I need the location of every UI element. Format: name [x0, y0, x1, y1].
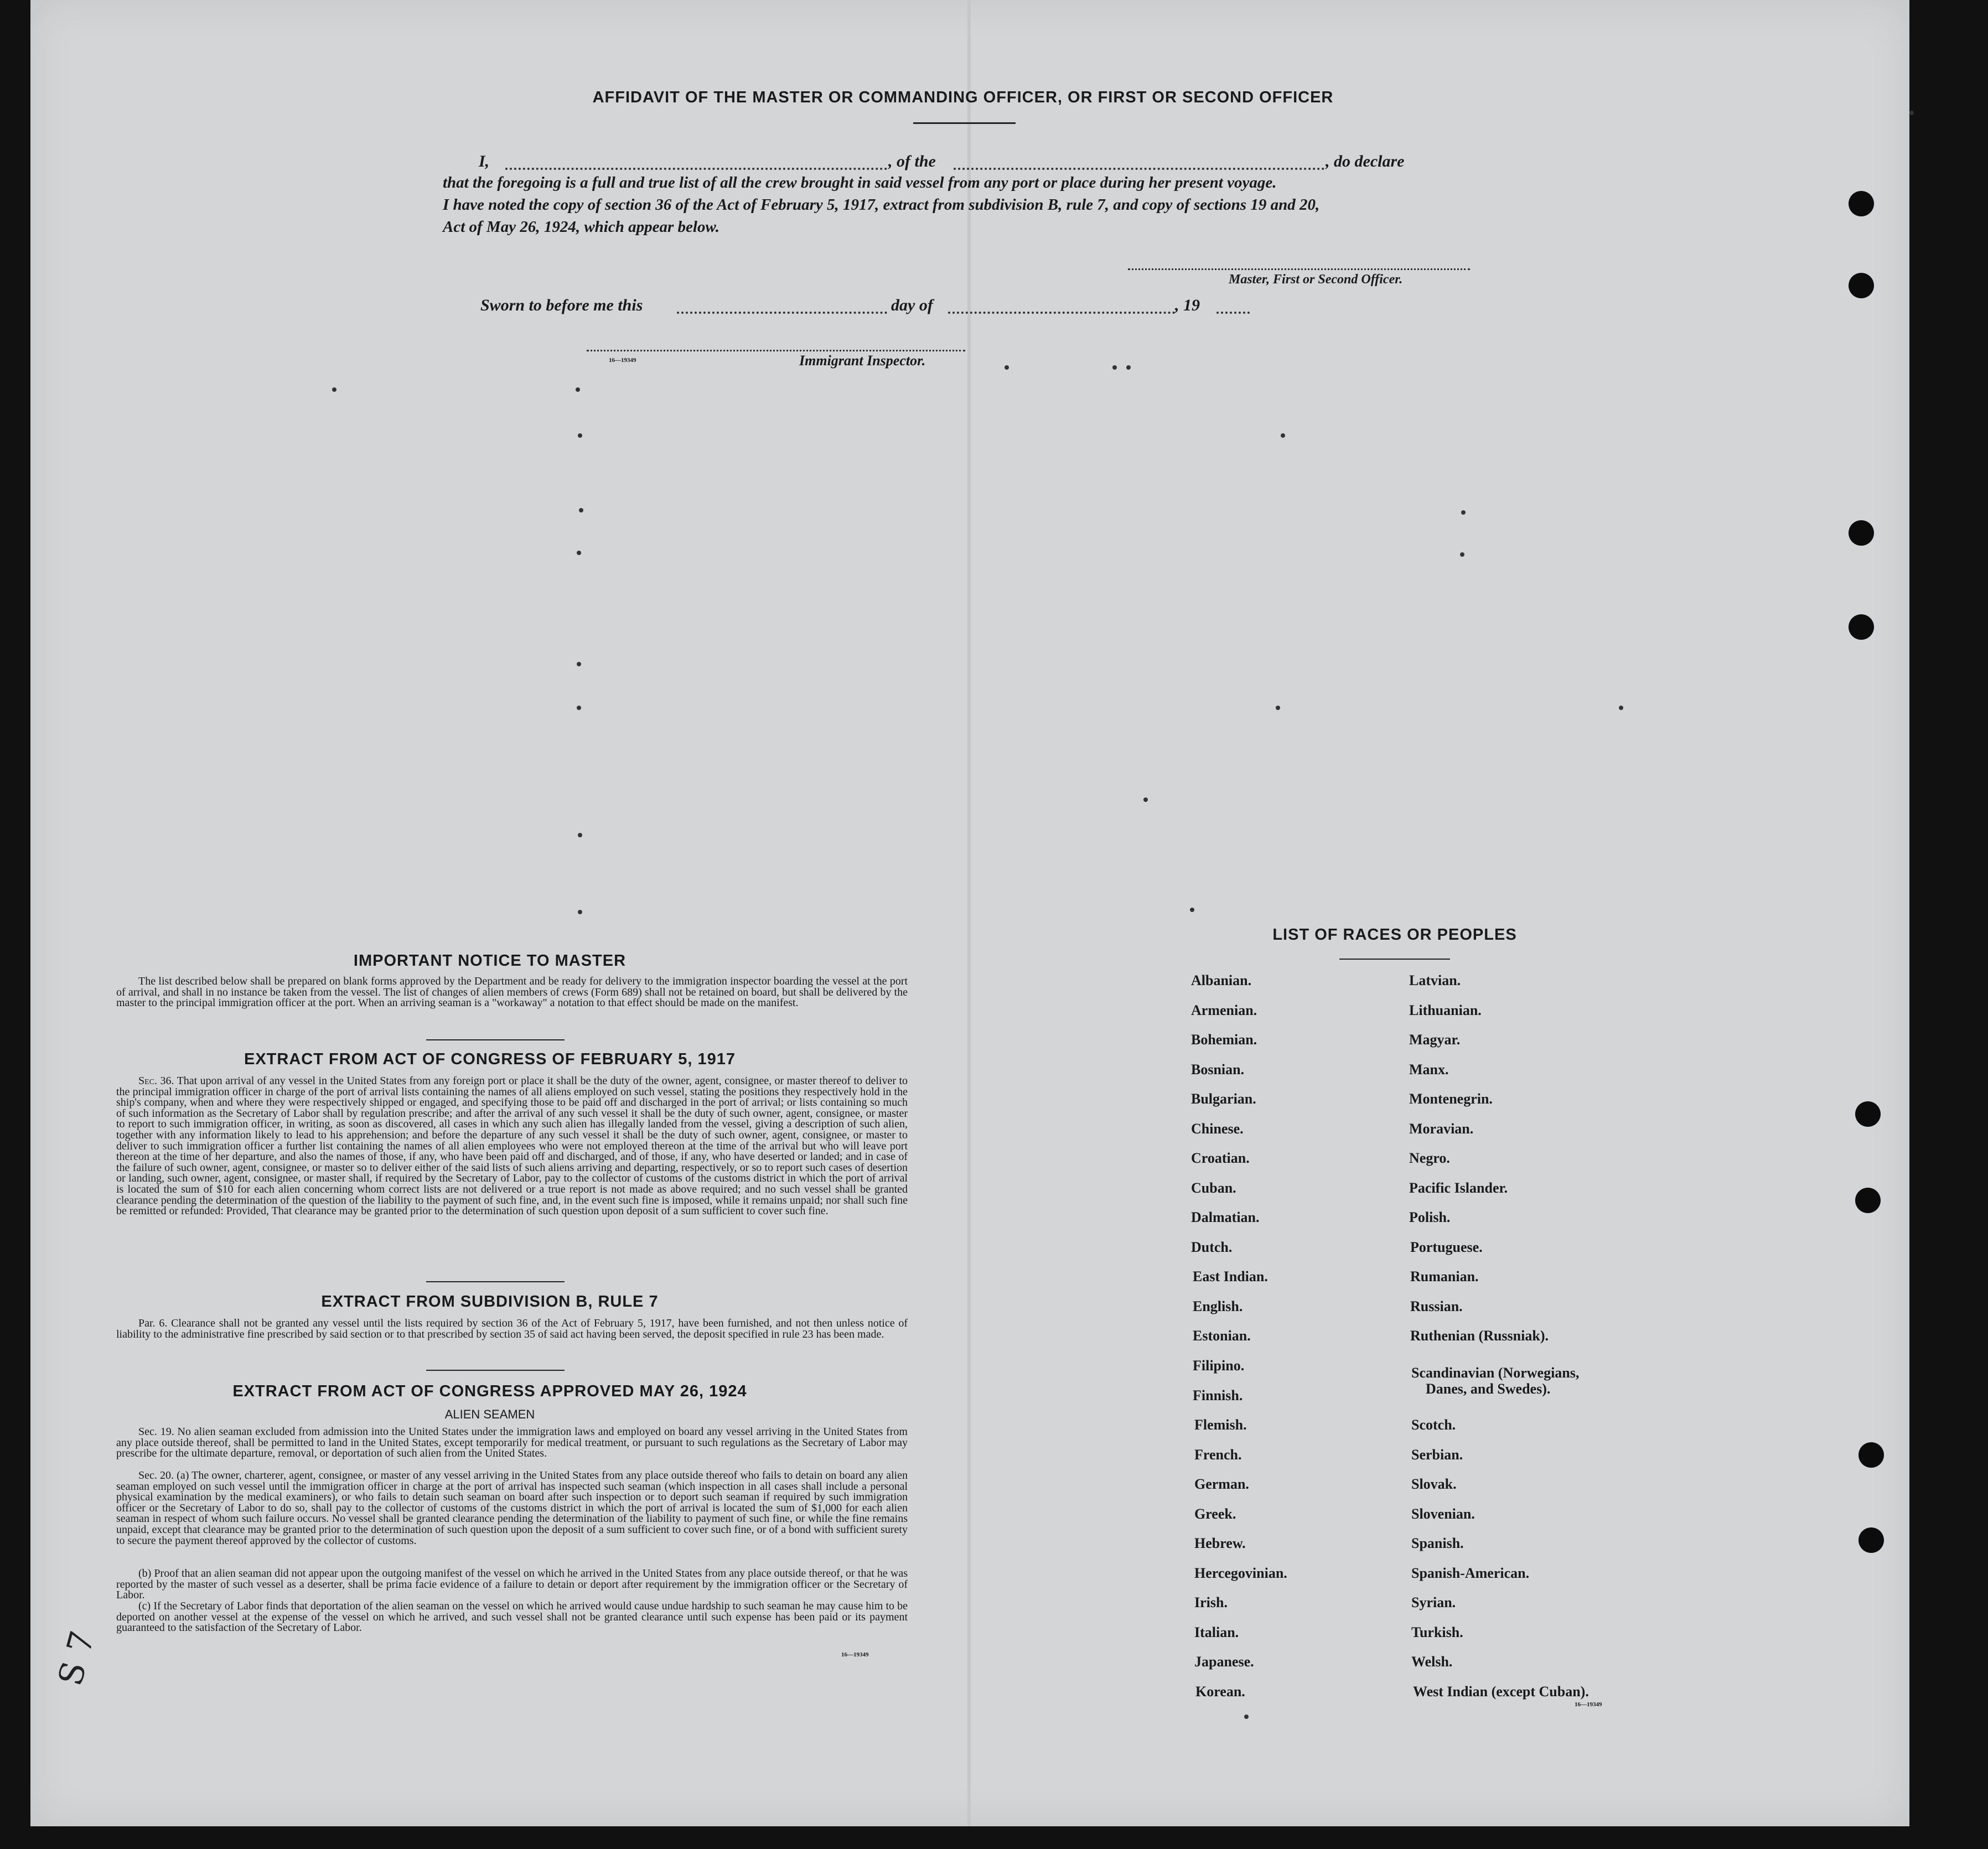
- alien-seamen-subtitle: ALIEN SEAMEN: [444, 1407, 535, 1421]
- notice-rule: [426, 1039, 565, 1040]
- race-item: Greek.: [1194, 1506, 1236, 1522]
- sec36-label: Sec. 36.: [138, 1075, 174, 1087]
- notice-title: IMPORTANT NOTICE TO MASTER: [353, 952, 627, 970]
- race-item: Finnish.: [1193, 1387, 1243, 1403]
- race-item: Chinese.: [1191, 1121, 1244, 1137]
- bleed-mark: [1281, 433, 1285, 438]
- race-item: Scotch.: [1411, 1417, 1456, 1433]
- race-item: Slovenian.: [1411, 1506, 1475, 1522]
- race-item: Moravian.: [1409, 1121, 1474, 1137]
- sec20a-text: Sec. 20. (a) The owner, charterer, agent, consignee, or master of any vessel arriving in the United States from any place outside thereof who fails to detain on board any alien seaman employed on such vessel until the immigration officer in charge at the port of arrival has inspected such seaman (which inspection in all cases shall include a personal physical examination by the medical examiners), or who fails to detain such seaman on board after such inspection or to deport such seaman if required by such immigration officer or the Secretary of Labor to do so, shall pay to the collector of customs of the customs district in which the port of arrival is located the sum of $1,000 for each alien seaman in respect of whom such failure occurs. No vessel shall be granted clearance pending the determination of the liability to payment of such fine, or while the fine remains unpaid, except that clearance may be granted prior to the determination of such question upon the deposit of a sum sufficient to cover such fine, or of a bond with sufficient surety to secure the payment thereof approved by the collector of customs.: [116, 1469, 908, 1547]
- punch-hole: [1855, 1101, 1881, 1127]
- bleed-mark: [576, 387, 580, 392]
- bleed-mark: [1460, 552, 1464, 557]
- race-item: Portuguese.: [1410, 1239, 1483, 1255]
- form-number-left: 16—19349: [841, 1651, 869, 1658]
- punch-hole: [1849, 191, 1874, 216]
- sworn-date-field[interactable]: [677, 312, 887, 314]
- master-signature-field[interactable]: [1128, 268, 1470, 270]
- bleed-mark: [577, 551, 581, 555]
- rule7-rule: [426, 1370, 565, 1371]
- inspector-signature-field[interactable]: [587, 350, 965, 351]
- bleed-mark: [1005, 365, 1009, 370]
- race-item: Hercegovinian.: [1194, 1565, 1287, 1581]
- bleed-mark: [578, 833, 582, 837]
- sworn-day-of: day of: [891, 296, 933, 314]
- punch-hole: [1855, 1188, 1881, 1213]
- race-item: Bulgarian.: [1191, 1091, 1256, 1107]
- bleed-mark: [1126, 365, 1131, 370]
- bleed-mark: [1276, 706, 1280, 710]
- race-item: Italian.: [1194, 1624, 1239, 1640]
- title-rule: [913, 122, 1016, 124]
- race-item: Latvian.: [1409, 972, 1461, 988]
- page-fold: [967, 0, 971, 1826]
- punch-hole: [1849, 273, 1874, 298]
- race-item: Dutch.: [1191, 1239, 1233, 1255]
- bleed-mark: [1619, 706, 1623, 710]
- race-item: Korean.: [1195, 1684, 1245, 1700]
- punch-hole: [1858, 1442, 1884, 1468]
- bleed-mark: [1143, 797, 1148, 802]
- races-title: LIST OF RACES OR PEOPLES: [1272, 926, 1517, 944]
- race-item: Russian.: [1410, 1298, 1463, 1314]
- affidavit-line-4: Act of May 26, 1924, which appear below.: [443, 218, 719, 236]
- master-name-field[interactable]: [505, 168, 887, 170]
- bleed-mark: [1244, 1715, 1249, 1719]
- race-item: Slovak.: [1411, 1476, 1457, 1492]
- vessel-name-field[interactable]: [954, 168, 1324, 170]
- race-item: Polish.: [1409, 1209, 1451, 1225]
- race-item: Croatian.: [1191, 1150, 1250, 1166]
- rule7-text: Par. 6. Clearance shall not be granted any vessel until the lists required by section 36 of the Act of February 5, 1917, have been furnished, and not then unless notice of liability to the administrative fine prescribed by said section or to that prescribed by section 35 of said act having been served, the deposit specified in rule 23 has been made.: [116, 1317, 908, 1340]
- form-number-right: 16—19349: [1575, 1701, 1602, 1708]
- race-item: Rumanian.: [1410, 1268, 1479, 1285]
- race-item: Flemish.: [1194, 1417, 1247, 1433]
- affidavit-line-3: I have noted the copy of section 36 of the Act of February 5, 1917, extract from subdivision B, rule 7, and copy of sections 19 and 20,: [443, 196, 1320, 214]
- bleed-mark: [578, 910, 582, 914]
- race-item: Turkish.: [1411, 1624, 1463, 1640]
- race-item: Syrian.: [1411, 1594, 1456, 1610]
- bleed-mark: [1909, 111, 1914, 115]
- affidavit-i: I,: [479, 152, 490, 170]
- inspector-label: Immigrant Inspector.: [799, 353, 926, 369]
- race-item: Serbian.: [1411, 1447, 1463, 1463]
- bleed-mark: [577, 706, 581, 710]
- bleed-mark: [1461, 510, 1466, 515]
- race-item: Irish.: [1194, 1594, 1228, 1610]
- race-item: Welsh.: [1411, 1654, 1453, 1670]
- bleed-mark: [577, 662, 581, 666]
- race-item: West Indian (except Cuban).: [1413, 1684, 1589, 1700]
- extract-1924-title: EXTRACT FROM ACT OF CONGRESS APPROVED MAY 26, 1924: [232, 1382, 747, 1400]
- race-item: East Indian.: [1193, 1268, 1268, 1285]
- race-item: Manx.: [1409, 1061, 1449, 1078]
- punch-hole: [1849, 614, 1874, 640]
- race-item: Negro.: [1409, 1150, 1450, 1166]
- race-item: Bosnian.: [1191, 1061, 1245, 1078]
- race-item: Bohemian.: [1191, 1032, 1257, 1048]
- extract-1917-text: [116, 1076, 908, 1217]
- sec36-body: That upon arrival of any vessel in the United States from any foreign port or place it shall be the duty of the owner, agent, consignee, or master thereof to deliver to the principal immigration officer in charge of the port of arrival lists containing the names of all aliens employed on such vessel, stating the positions they respectively hold in the ship's company, when and where they were respectively shipped or engaged, and specifying those to be paid off and discharged in the port of arrival; or lists containing so much of such information as the Secretary of Labor shall by regulation prescribe; and after the arrival of any such vessel it shall be the duty of such owner, agent, consignee, or master to report to such immigration officer, in writing, as soon as discovered, all cases in which any such alien has illegally landed from the vessel, giving a description of such alien, together with any information likely to lead to his apprehension; and before the departure of any such vessel it shall be the duty of such owner, agent, consignee, or master to deliver to such immigration officer a further list containing the names of all alien employees who were not employed thereon at the time of the arrival but who will leave port thereon at the time of her departure, and also the names of those, if any, who have been paid off and discharged, and of those, if any, who have deserted or landed; and in case of the failure of such owner, agent, consignee, or master so to deliver either of the said lists of such aliens arriving and departing, respectively, or so to report such cases of desertion or landing, such owner, agent, consignee, or master shall, if required by the Secretary of Labor, pay to the collector of customs of the customs district in which the port of arrival is located the sum of $10 for each alien concerning whom correct lists are not delivered or a true report is not made as above required; and no such vessel shall be granted clearance pending the determination of the question of the liability to the payment of such fine, and, in the event such fine is imposed, while it remains unpaid; nor shall such fine be remitted or refunded: Provided, That clearance may be granted prior to the determination of such question upon deposit of a sum sufficient to cover such fine.: [116, 1075, 908, 1218]
- race-item: Spanish.: [1411, 1535, 1464, 1551]
- sworn-prefix: Sworn to before me this: [480, 296, 643, 314]
- bleed-mark: [579, 508, 583, 512]
- rule7-title: EXTRACT FROM SUBDIVISION B, RULE 7: [321, 1293, 659, 1311]
- punch-hole: [1849, 520, 1874, 546]
- bleed-mark: [332, 387, 336, 392]
- race-item: German.: [1194, 1476, 1249, 1492]
- affidavit-do-declare: , do declare: [1326, 152, 1405, 170]
- race-item: Japanese.: [1194, 1654, 1254, 1670]
- sworn-line: [480, 296, 1255, 318]
- sworn-year-field[interactable]: [1216, 312, 1250, 314]
- races-rule: [1339, 959, 1450, 960]
- race-item: French.: [1194, 1447, 1242, 1463]
- bleed-mark: [578, 433, 582, 438]
- race-item: Pacific Islander.: [1409, 1180, 1508, 1196]
- extract-1917-title: EXTRACT FROM ACT OF CONGRESS OF FEBRUARY 5, 1917: [244, 1050, 736, 1068]
- race-item: Cuban.: [1191, 1180, 1236, 1196]
- affidavit-of-the: , of the: [888, 152, 936, 170]
- race-item: Albanian.: [1191, 972, 1252, 988]
- race-item: English.: [1193, 1298, 1243, 1314]
- bleed-mark: [1190, 908, 1194, 912]
- master-signature-label: Master, First or Second Officer.: [1229, 272, 1403, 287]
- race-item: Magyar.: [1409, 1032, 1461, 1048]
- race-item: Estonian.: [1193, 1328, 1251, 1344]
- affidavit-line-1: [479, 152, 1492, 172]
- race-item: Lithuanian.: [1409, 1002, 1482, 1018]
- notice-text: The list described below shall be prepared on blank forms approved by the Department and be ready for delivery to the immigration inspector boarding the vessel at the port of arrival, and shall in no instance be taken from the vessel. The list of changes of alien members of crews (Form 689) shall not be retained on board, but shall be delivered by the master to the principal immigration officer at the port. When an arriving seaman is a "workaway" a notation to that effect should be made on the manifest.: [116, 975, 908, 1009]
- affidavit-line-2: that the foregoing is a full and true list of all the crew brought in said vessel from any port or place during her present voyage.: [443, 174, 1277, 191]
- race-item: Danes, and Swedes).: [1426, 1381, 1551, 1397]
- race-item: Scandinavian (Norwegians,: [1411, 1365, 1580, 1381]
- race-item: Ruthenian (Russniak).: [1410, 1328, 1549, 1344]
- sworn-month-field[interactable]: [948, 312, 1175, 314]
- sec20c-text: (c) If the Secretary of Labor finds that deportation of the alien seaman on the vessel on which he arrived would cause undue hardship to such seaman he may cause him to be deported on another vessel at the expense of the vessel on which he arrived, and such vessel shall not be granted clearance until such expense has been paid or its payment guaranteed to the satisfaction of the Secretary of Labor.: [116, 1600, 908, 1634]
- race-item: Hebrew.: [1194, 1535, 1246, 1551]
- race-item: Armenian.: [1191, 1002, 1257, 1018]
- bleed-mark: [1112, 365, 1117, 370]
- sworn-year: , 19: [1175, 296, 1200, 314]
- race-item: Filipino.: [1193, 1358, 1245, 1374]
- sec19-text: Sec. 19. No alien seaman excluded from admission into the United States under the immigration laws and employed on board any vessel arriving in the United States from any place outside thereof, shall be permitted to land in the United States, except temporarily for medical treatment, or pursuant to such regulations as the Secretary of Labor may prescribe for the ultimate departure, removal, or deportation of such alien from the United States.: [116, 1426, 908, 1460]
- extract-1917-rule: [426, 1281, 565, 1282]
- punch-hole: [1858, 1527, 1884, 1553]
- race-item: Montenegrin.: [1409, 1091, 1493, 1107]
- race-item: Spanish-American.: [1411, 1565, 1530, 1581]
- race-item: Dalmatian.: [1191, 1209, 1260, 1225]
- handwritten-margin-note: S 7: [51, 1627, 103, 1690]
- form-number-top: 16—19349: [609, 357, 636, 364]
- sec20b-text: (b) Proof that an alien seaman did not appear upon the outgoing manifest of the vessel on which he arrived in the United States from any place outside thereof, or that he was reported by the master of such vessel as a deserter, shall be prima facie evidence of a failure to detain or deport after requirement by the immigration officer or the Secretary of Labor.: [116, 1567, 908, 1602]
- affidavit-title: AFFIDAVIT OF THE MASTER OR COMMANDING OFFICER, OR FIRST OR SECOND OFFICER: [592, 89, 1334, 106]
